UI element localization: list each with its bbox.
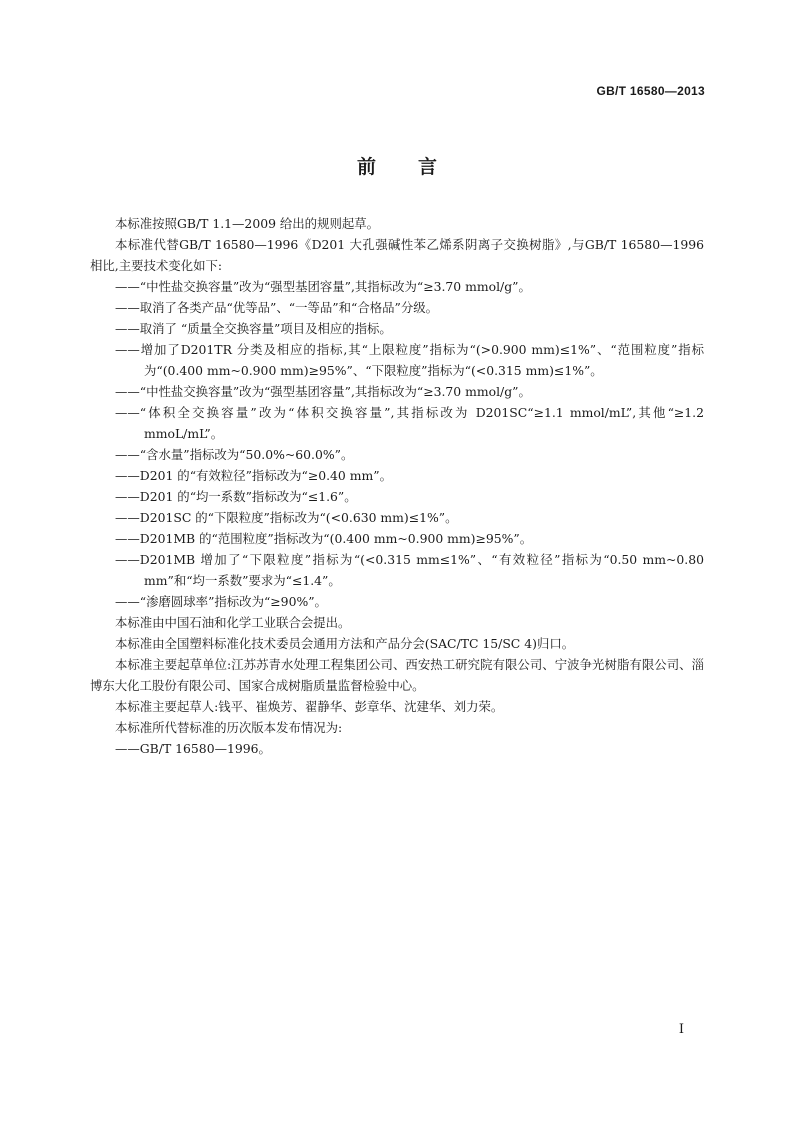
list-item: ——取消了各类产品“优等品”、“一等品”和“合格品”分级。 <box>115 300 438 315</box>
list-item: ——GB/T 16580—1996。 <box>115 741 271 756</box>
list-item: ——D201 的“均一系数”指标改为“≤1.6”。 <box>115 489 357 504</box>
list-item: ——“渗磨圆球率”指标改为“≥90%”。 <box>115 594 327 609</box>
list-item: ——“中性盐交换容量”改为“强型基团容量”,其指标改为“≥3.70 mmol/g”。 <box>115 384 531 399</box>
list-item: ——“含水量”指标改为“50.0%~60.0%”。 <box>115 447 354 462</box>
paragraph: 本标准主要起草单位:江苏苏青水处理工程集团公司、西安热工研究院有限公司、宁波争光树脂有限公司、淄博东大化工股份有限公司、国家合成树脂质量监督检验中心。 <box>90 657 704 693</box>
list-item: ——D201SC 的“下限粒度”指标改为“(<0.630 mm)≤1%”。 <box>115 510 458 525</box>
list-item: ——D201 的“有效粒径”指标改为“≥0.40 mm”。 <box>115 468 392 483</box>
list-item: ——“中性盐交换容量”改为“强型基团容量”,其指标改为“≥3.70 mmol/g”。 <box>115 279 531 294</box>
list-item: ——D201MB 的“范围粒度”指标改为“(0.400 mm~0.900 mm)≥95%”。 <box>115 531 533 546</box>
paragraph: 本标准主要起草人:钱平、崔焕芳、翟静华、彭章华、沈建华、刘力荣。 <box>115 699 504 714</box>
page-number: I <box>678 1022 684 1037</box>
paragraph: 本标准按照GB/T 1.1—2009 给出的规则起草。 <box>115 216 380 231</box>
list-item: ——“体积全交换容量”改为“体积交换容量”,其指标改为 D201SC“≥1.1 mmol/mL”,其他“≥1.2 mmoL/mL”。 <box>115 405 704 441</box>
list-item: ——取消了 “质量全交换容量”项目及相应的指标。 <box>115 321 392 336</box>
page-title: 前言 <box>356 156 479 178</box>
list-item: ——增加了D201TR 分类及相应的指标,其“上限粒度”指标为“(>0.900 mm)≤1%”、“范围粒度”指标为“(0.400 mm~0.900 mm)≥95%”、“下限粒度”指标为“(<0.315 mm)≤1%”。 <box>115 342 704 378</box>
document-body <box>90 213 704 759</box>
list-item: ——D201MB 增加了“下限粒度”指标为“(<0.315 mm≤1%”、“有效粒径”指标为“0.50 mm~0.80 mm”和“均一系数”要求为“≤1.4”。 <box>115 552 704 588</box>
paragraph: 本标准所代替标准的历次版本发布情况为: <box>115 720 343 735</box>
paragraph: 本标准由中国石油和化学工业联合会提出。 <box>115 615 351 630</box>
standard-number: GB/T 16580—2013 <box>596 84 705 98</box>
paragraph: 本标准由全国塑料标准化技术委员会通用方法和产品分会(SAC/TC 15/SC 4)归口。 <box>115 636 575 651</box>
paragraph: 本标准代替GB/T 16580—1996《D201 大孔强碱性苯乙烯系阴离子交换树脂》,与GB/T 16580—1996 相比,主要技术变化如下: <box>90 237 704 273</box>
